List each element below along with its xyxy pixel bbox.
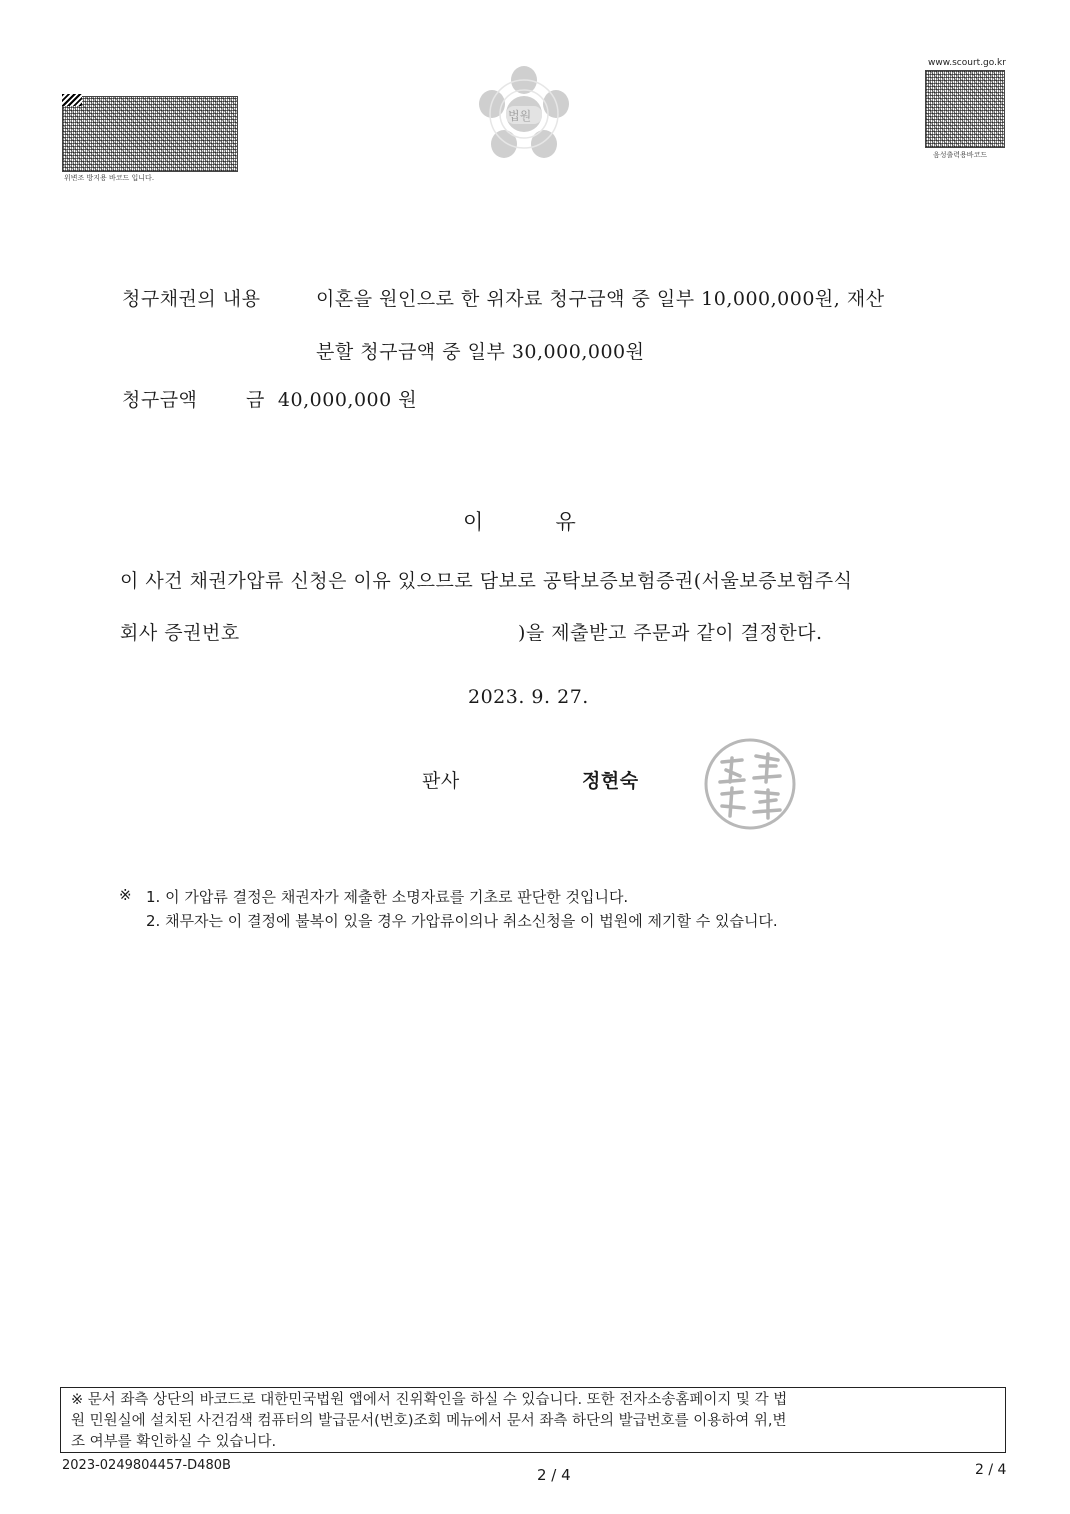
reason-line2-prefix: 회사 증권번호 bbox=[120, 622, 240, 644]
verification-notice-box bbox=[60, 1387, 1006, 1453]
claim-content-line1: 이혼을 원인으로 한 위자료 청구금액 중 일부 10,000,000원, 재산 bbox=[316, 288, 885, 310]
verification-notice-line3: 조 여부를 확인하실 수 있습니다. bbox=[71, 1434, 277, 1450]
judge-title: 판사 bbox=[422, 770, 460, 792]
barcode-corner-mark bbox=[62, 94, 82, 106]
anti-forgery-barcode bbox=[62, 96, 238, 172]
page-number-right: 2 / 4 bbox=[975, 1462, 1007, 1478]
decision-date: 2023. 9. 27. bbox=[468, 686, 589, 708]
issue-number: 2023-0249804457-D480B bbox=[62, 1458, 231, 1473]
claim-content-line2: 분할 청구금액 중 일부 30,000,000원 bbox=[316, 341, 645, 363]
court-seal-label: 법원 bbox=[508, 109, 532, 123]
verification-notice-line1: ※ 문서 좌측 상단의 바코드로 대한민국법원 앱에서 진위확인을 하실 수 있습니다. 또한 전자소송홈페이지 및 각 법 bbox=[71, 1392, 788, 1408]
court-website-url: www.scourt.go.kr bbox=[928, 58, 1006, 68]
note-1: 1. 이 가압류 결정은 채권자가 제출한 소명자료를 기초로 판단한 것입니다. bbox=[146, 888, 629, 906]
voice-output-barcode-caption: 음성출력용바코드 bbox=[933, 151, 988, 159]
page-number-center: 2 / 4 bbox=[537, 1466, 571, 1484]
voice-output-barcode bbox=[925, 70, 1005, 148]
claim-content-label: 청구채권의 내용 bbox=[122, 288, 261, 310]
verification-notice-line2: 원 민원실에 설치된 사건검색 컴퓨터의 발급문서(번호)조회 메뉴에서 문서 좌측 하단의 발급번호를 이용하여 위,변 bbox=[71, 1413, 787, 1429]
notes-mark: ※ bbox=[119, 886, 132, 904]
reason-line2-suffix: )을 제출받고 주문과 같이 결정한다. bbox=[518, 622, 823, 644]
anti-forgery-barcode-caption: 위변조 방지용 바코드 입니다. bbox=[64, 174, 155, 182]
reason-heading: 이 유 bbox=[463, 510, 577, 534]
judge-seal-stamp-icon bbox=[702, 736, 798, 832]
reason-line1: 이 사건 채권가압류 신청은 이유 있으므로 담보로 공탁보증보험증권(서울보증보험주식 bbox=[120, 570, 853, 592]
note-2: 2. 채무자는 이 결정에 불복이 있을 경우 가압류이의나 취소신청을 이 법원에 제기할 수 있습니다. bbox=[146, 912, 778, 930]
claim-amount-value: 금 40,000,000 원 bbox=[246, 389, 418, 411]
claim-amount-label: 청구금액 bbox=[122, 389, 198, 411]
judge-name: 정현숙 bbox=[582, 770, 639, 792]
